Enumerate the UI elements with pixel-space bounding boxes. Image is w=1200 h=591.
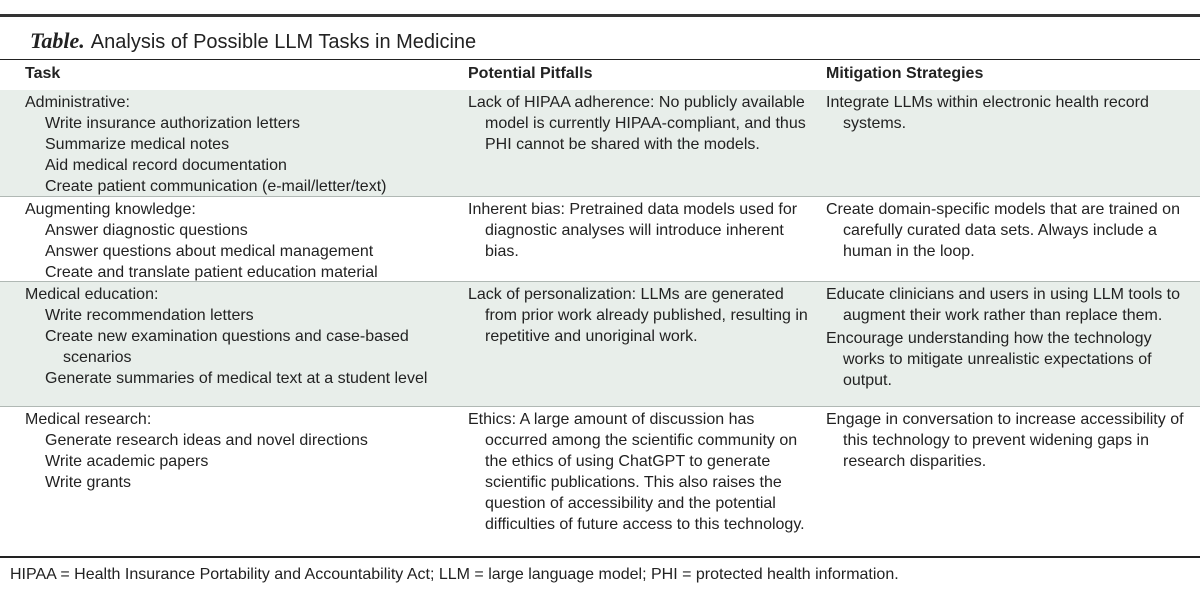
- table-footnote: HIPAA = Health Insurance Portability and Accountability Act; LLM = large language model; PHI = protected health information.: [10, 566, 899, 583]
- task-cell: [25, 409, 450, 493]
- mitigation-text: Encourage understanding how the technology works to mitigate unrealistic expectations of output.: [826, 330, 1152, 389]
- task-title: Medical education:: [25, 286, 159, 303]
- task-title: Medical research:: [25, 411, 152, 428]
- table-row: [0, 282, 1200, 407]
- task-title: Augmenting knowledge:: [25, 201, 196, 218]
- mitigation-text: Engage in conversation to increase accessibility of this technology to prevent widening gaps in research disparities.: [826, 411, 1184, 470]
- subtask-item: Write grants: [45, 474, 131, 491]
- task-cell: [25, 284, 450, 389]
- table-header-row: [0, 59, 1200, 91]
- table-row: [0, 90, 1200, 197]
- table-title-text: Analysis of Possible LLM Tasks in Medicine: [90, 31, 477, 53]
- subtask-item: Answer questions about medical management: [45, 243, 374, 260]
- mitigation-cell: [826, 284, 1191, 391]
- pitfall-cell: [468, 409, 808, 535]
- mitigation-text: Educate clinicians and users in using LLM tools to augment their work rather than replace them.: [826, 286, 1180, 324]
- pitfall-text: Lack of HIPAA adherence: No publicly available model is currently HIPAA-compliant, and thus PHI cannot be shared with the models.: [468, 94, 806, 153]
- subtask-item: Answer diagnostic questions: [45, 222, 248, 239]
- header-mitigation: Mitigation Strategies: [826, 65, 984, 82]
- table-bottom-rule: [0, 556, 1200, 558]
- subtask-item: Write recommendation letters: [45, 307, 254, 324]
- table-title: [30, 28, 476, 55]
- pitfall-text: Ethics: A large amount of discussion has occurred among the scientific community on the ethics of using ChatGPT to generate scientific publications. This also raises the question of accessibility and the potential difficulties of future access to this technology.: [468, 411, 805, 533]
- subtask-item: Aid medical record documentation: [45, 157, 287, 174]
- subtask-item: Create new examination questions and case-based scenarios: [45, 328, 409, 366]
- pitfall-text: Inherent bias: Pretrained data models used for diagnostic analyses will introduce inherent bias.: [468, 201, 798, 260]
- subtask-item: Create and translate patient education material: [45, 264, 378, 281]
- subtask-item: Write academic papers: [45, 453, 209, 470]
- pitfall-text: Lack of personalization: LLMs are generated from prior work already published, resulting in repetitive and unoriginal work.: [468, 286, 808, 345]
- subtask-item: Write insurance authorization letters: [45, 115, 300, 132]
- mitigation-text: Create domain-specific models that are trained on carefully curated data sets. Always include a human in the loop.: [826, 201, 1180, 260]
- task-cell: [25, 199, 450, 283]
- header-task: Task: [25, 65, 61, 82]
- pitfall-cell: [468, 92, 808, 155]
- mitigation-cell: [826, 409, 1191, 472]
- subtask-item: Generate summaries of medical text at a student level: [45, 370, 428, 387]
- pitfall-cell: [468, 284, 808, 347]
- mitigation-text: Integrate LLMs within electronic health record systems.: [826, 94, 1149, 132]
- table-row: [0, 197, 1200, 282]
- table-row: [0, 407, 1200, 555]
- table-title-prefix: Table.: [30, 28, 85, 53]
- mitigation-cell: [826, 92, 1191, 134]
- subtask-item: Summarize medical notes: [45, 136, 230, 153]
- table-title-bar: [0, 14, 1200, 59]
- subtask-item: Generate research ideas and novel directions: [45, 432, 368, 449]
- mitigation-cell: [826, 199, 1191, 262]
- header-pitfalls: Potential Pitfalls: [468, 65, 593, 82]
- pitfall-cell: [468, 199, 808, 262]
- subtask-item: Create patient communication (e-mail/letter/text): [45, 178, 387, 195]
- task-title: Administrative:: [25, 94, 130, 111]
- task-cell: [25, 92, 450, 197]
